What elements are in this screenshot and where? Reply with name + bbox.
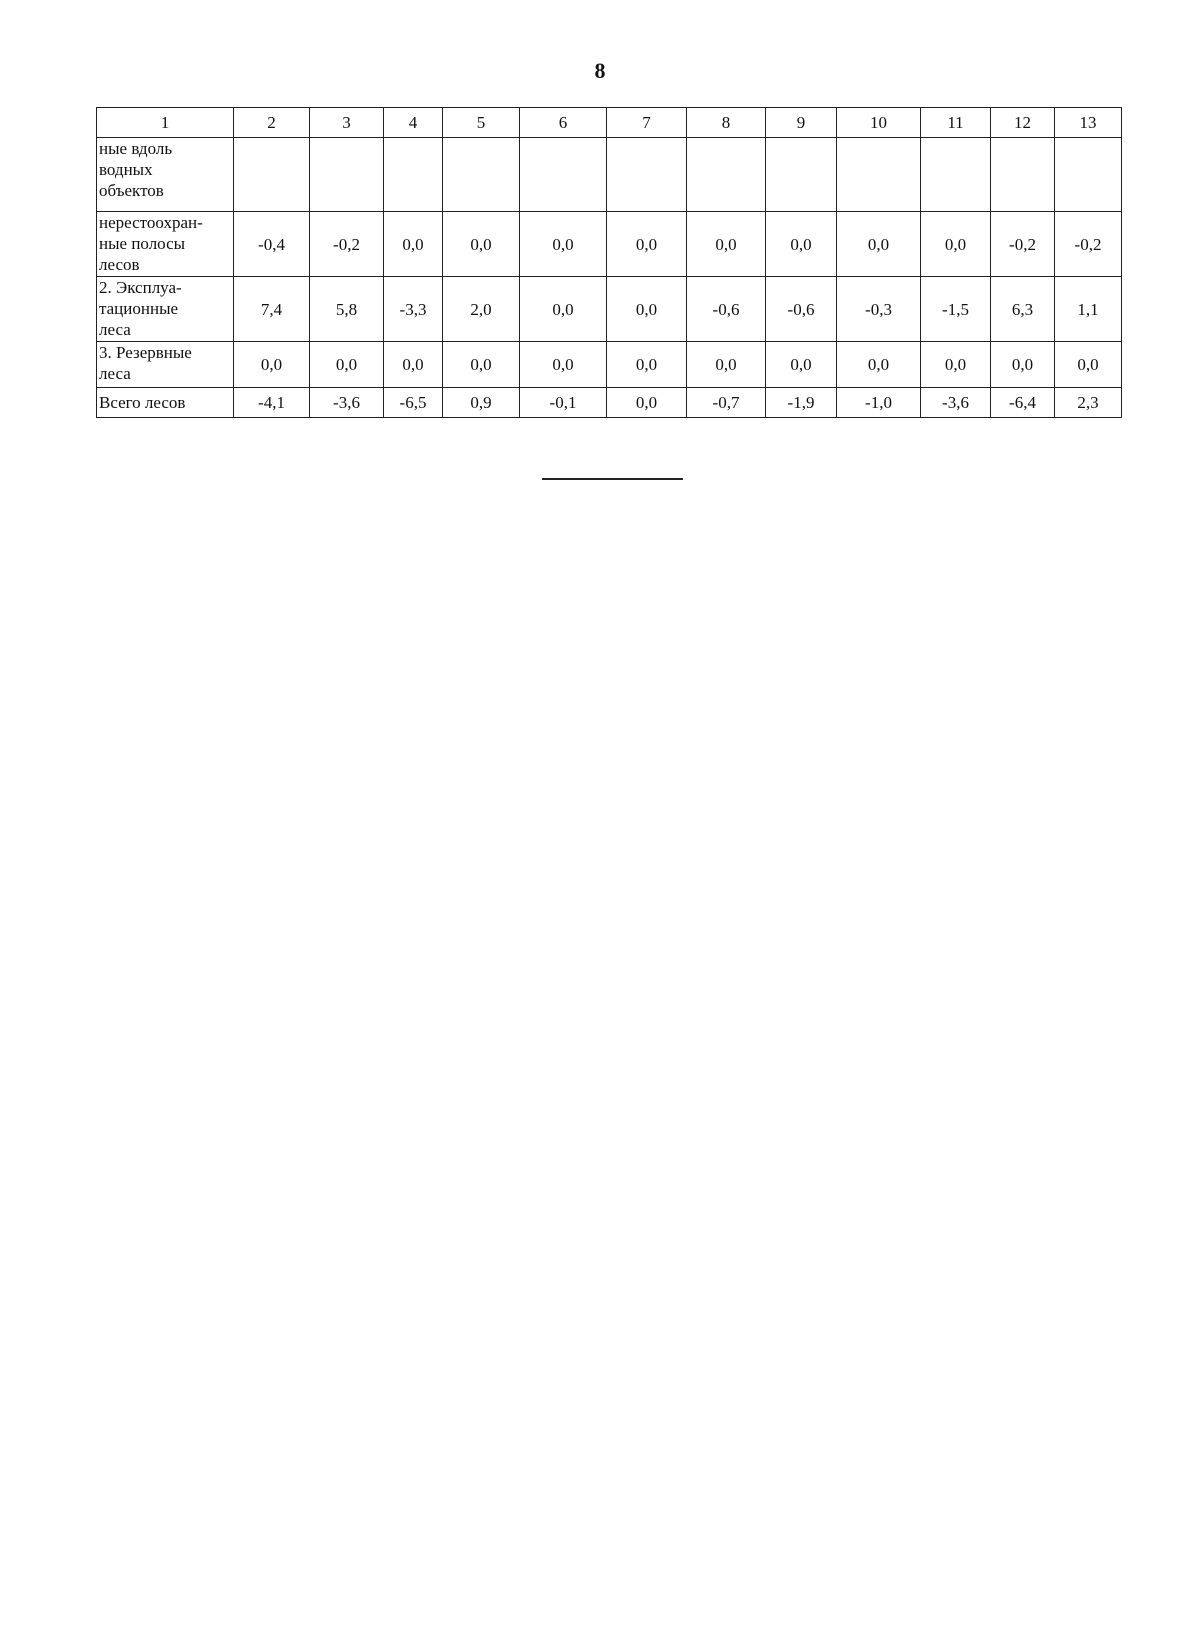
row-label-line: объектов [99, 181, 164, 200]
table-cell: 0,0 [837, 342, 921, 388]
table-cell [520, 138, 607, 212]
table-cell: 0,0 [766, 342, 837, 388]
table-cell [310, 138, 384, 212]
table-cell: -6,4 [991, 388, 1055, 418]
column-number-11: 11 [921, 108, 991, 138]
table-cell: 0,0 [1055, 342, 1122, 388]
table-header-row [97, 108, 1122, 138]
table-cell: -0,6 [687, 277, 766, 342]
table-cell: -0,7 [687, 388, 766, 418]
table-cell: 0,0 [384, 212, 443, 277]
table-cell: 0,0 [520, 212, 607, 277]
table-cell: 7,4 [234, 277, 310, 342]
table-cell: -4,1 [234, 388, 310, 418]
table-cell: 0,0 [310, 342, 384, 388]
table-cell: -1,0 [837, 388, 921, 418]
table-cell [991, 138, 1055, 212]
table-cell: 0,0 [921, 212, 991, 277]
table-cell: 0,0 [443, 212, 520, 277]
table-row [97, 277, 1122, 342]
row-label-line: Всего лесов [99, 393, 186, 412]
row-label-line: ные полосы [99, 234, 186, 253]
table-row [97, 342, 1122, 388]
table-cell: 0,0 [687, 212, 766, 277]
row-label-line: леса [99, 364, 131, 383]
table-cell [921, 138, 991, 212]
table-cell: 0,0 [766, 212, 837, 277]
column-number-12: 12 [991, 108, 1055, 138]
column-number-6: 6 [520, 108, 607, 138]
table-cell [1055, 138, 1122, 212]
column-number-4: 4 [384, 108, 443, 138]
row-label-line: лесов [99, 255, 140, 274]
row-label-line: ные вдоль [99, 139, 173, 158]
table-cell: 0,0 [607, 388, 687, 418]
row-label-line: 2. Эксплуа- [99, 278, 182, 297]
column-number-13: 13 [1055, 108, 1122, 138]
table-cell: 0,0 [991, 342, 1055, 388]
end-of-document-rule [542, 478, 683, 480]
table-cell: 0,9 [443, 388, 520, 418]
table-cell: -1,5 [921, 277, 991, 342]
table-cell: 2,0 [443, 277, 520, 342]
row-label [97, 388, 234, 418]
table-cell: 0,0 [607, 277, 687, 342]
table-cell: -0,1 [520, 388, 607, 418]
table-cell: -3,3 [384, 277, 443, 342]
table-cell: 0,0 [520, 277, 607, 342]
row-label [97, 277, 234, 342]
table-cell [607, 138, 687, 212]
row-label-line: тационные [99, 299, 179, 318]
table-cell: 0,0 [384, 342, 443, 388]
row-label-line: 3. Резервные [99, 343, 192, 362]
table-cell [837, 138, 921, 212]
page-number: 8 [594, 58, 606, 83]
table-cell: 6,3 [991, 277, 1055, 342]
table-cell: 1,1 [1055, 277, 1122, 342]
column-number-10: 10 [837, 108, 921, 138]
table-row [97, 212, 1122, 277]
table-cell: 0,0 [520, 342, 607, 388]
column-number-9: 9 [766, 108, 837, 138]
table-cell: -6,5 [384, 388, 443, 418]
row-label-line: нерестоохран- [99, 213, 203, 232]
table-cell: 0,0 [837, 212, 921, 277]
column-number-7: 7 [607, 108, 687, 138]
row-label-line: водных [99, 160, 153, 179]
table-cell: -3,6 [310, 388, 384, 418]
table-cell: -0,2 [310, 212, 384, 277]
row-label-line: леса [99, 320, 131, 339]
table-cell: -0,3 [837, 277, 921, 342]
table-cell [384, 138, 443, 212]
table-cell: 0,0 [443, 342, 520, 388]
column-number-8: 8 [687, 108, 766, 138]
table-cell: 0,0 [687, 342, 766, 388]
table-cell [766, 138, 837, 212]
table-cell: -3,6 [921, 388, 991, 418]
table-cell: 0,0 [607, 342, 687, 388]
forest-change-table [96, 107, 1122, 418]
table-cell: 0,0 [921, 342, 991, 388]
table-cell: -1,9 [766, 388, 837, 418]
column-number-3: 3 [310, 108, 384, 138]
column-number-2: 2 [234, 108, 310, 138]
table-cell: -0,4 [234, 212, 310, 277]
row-label [97, 342, 234, 388]
row-label [97, 138, 234, 212]
table-cell [443, 138, 520, 212]
table-cell: 2,3 [1055, 388, 1122, 418]
table-cell: -0,2 [991, 212, 1055, 277]
table-total-row [97, 388, 1122, 418]
column-number-5: 5 [443, 108, 520, 138]
table-cell: 5,8 [310, 277, 384, 342]
table-cell: 0,0 [234, 342, 310, 388]
table-cell [234, 138, 310, 212]
table-row [97, 138, 1122, 212]
table-cell [687, 138, 766, 212]
column-number-1: 1 [97, 108, 234, 138]
table-cell: 0,0 [607, 212, 687, 277]
table-cell: -0,2 [1055, 212, 1122, 277]
table-cell: -0,6 [766, 277, 837, 342]
row-label [97, 212, 234, 277]
